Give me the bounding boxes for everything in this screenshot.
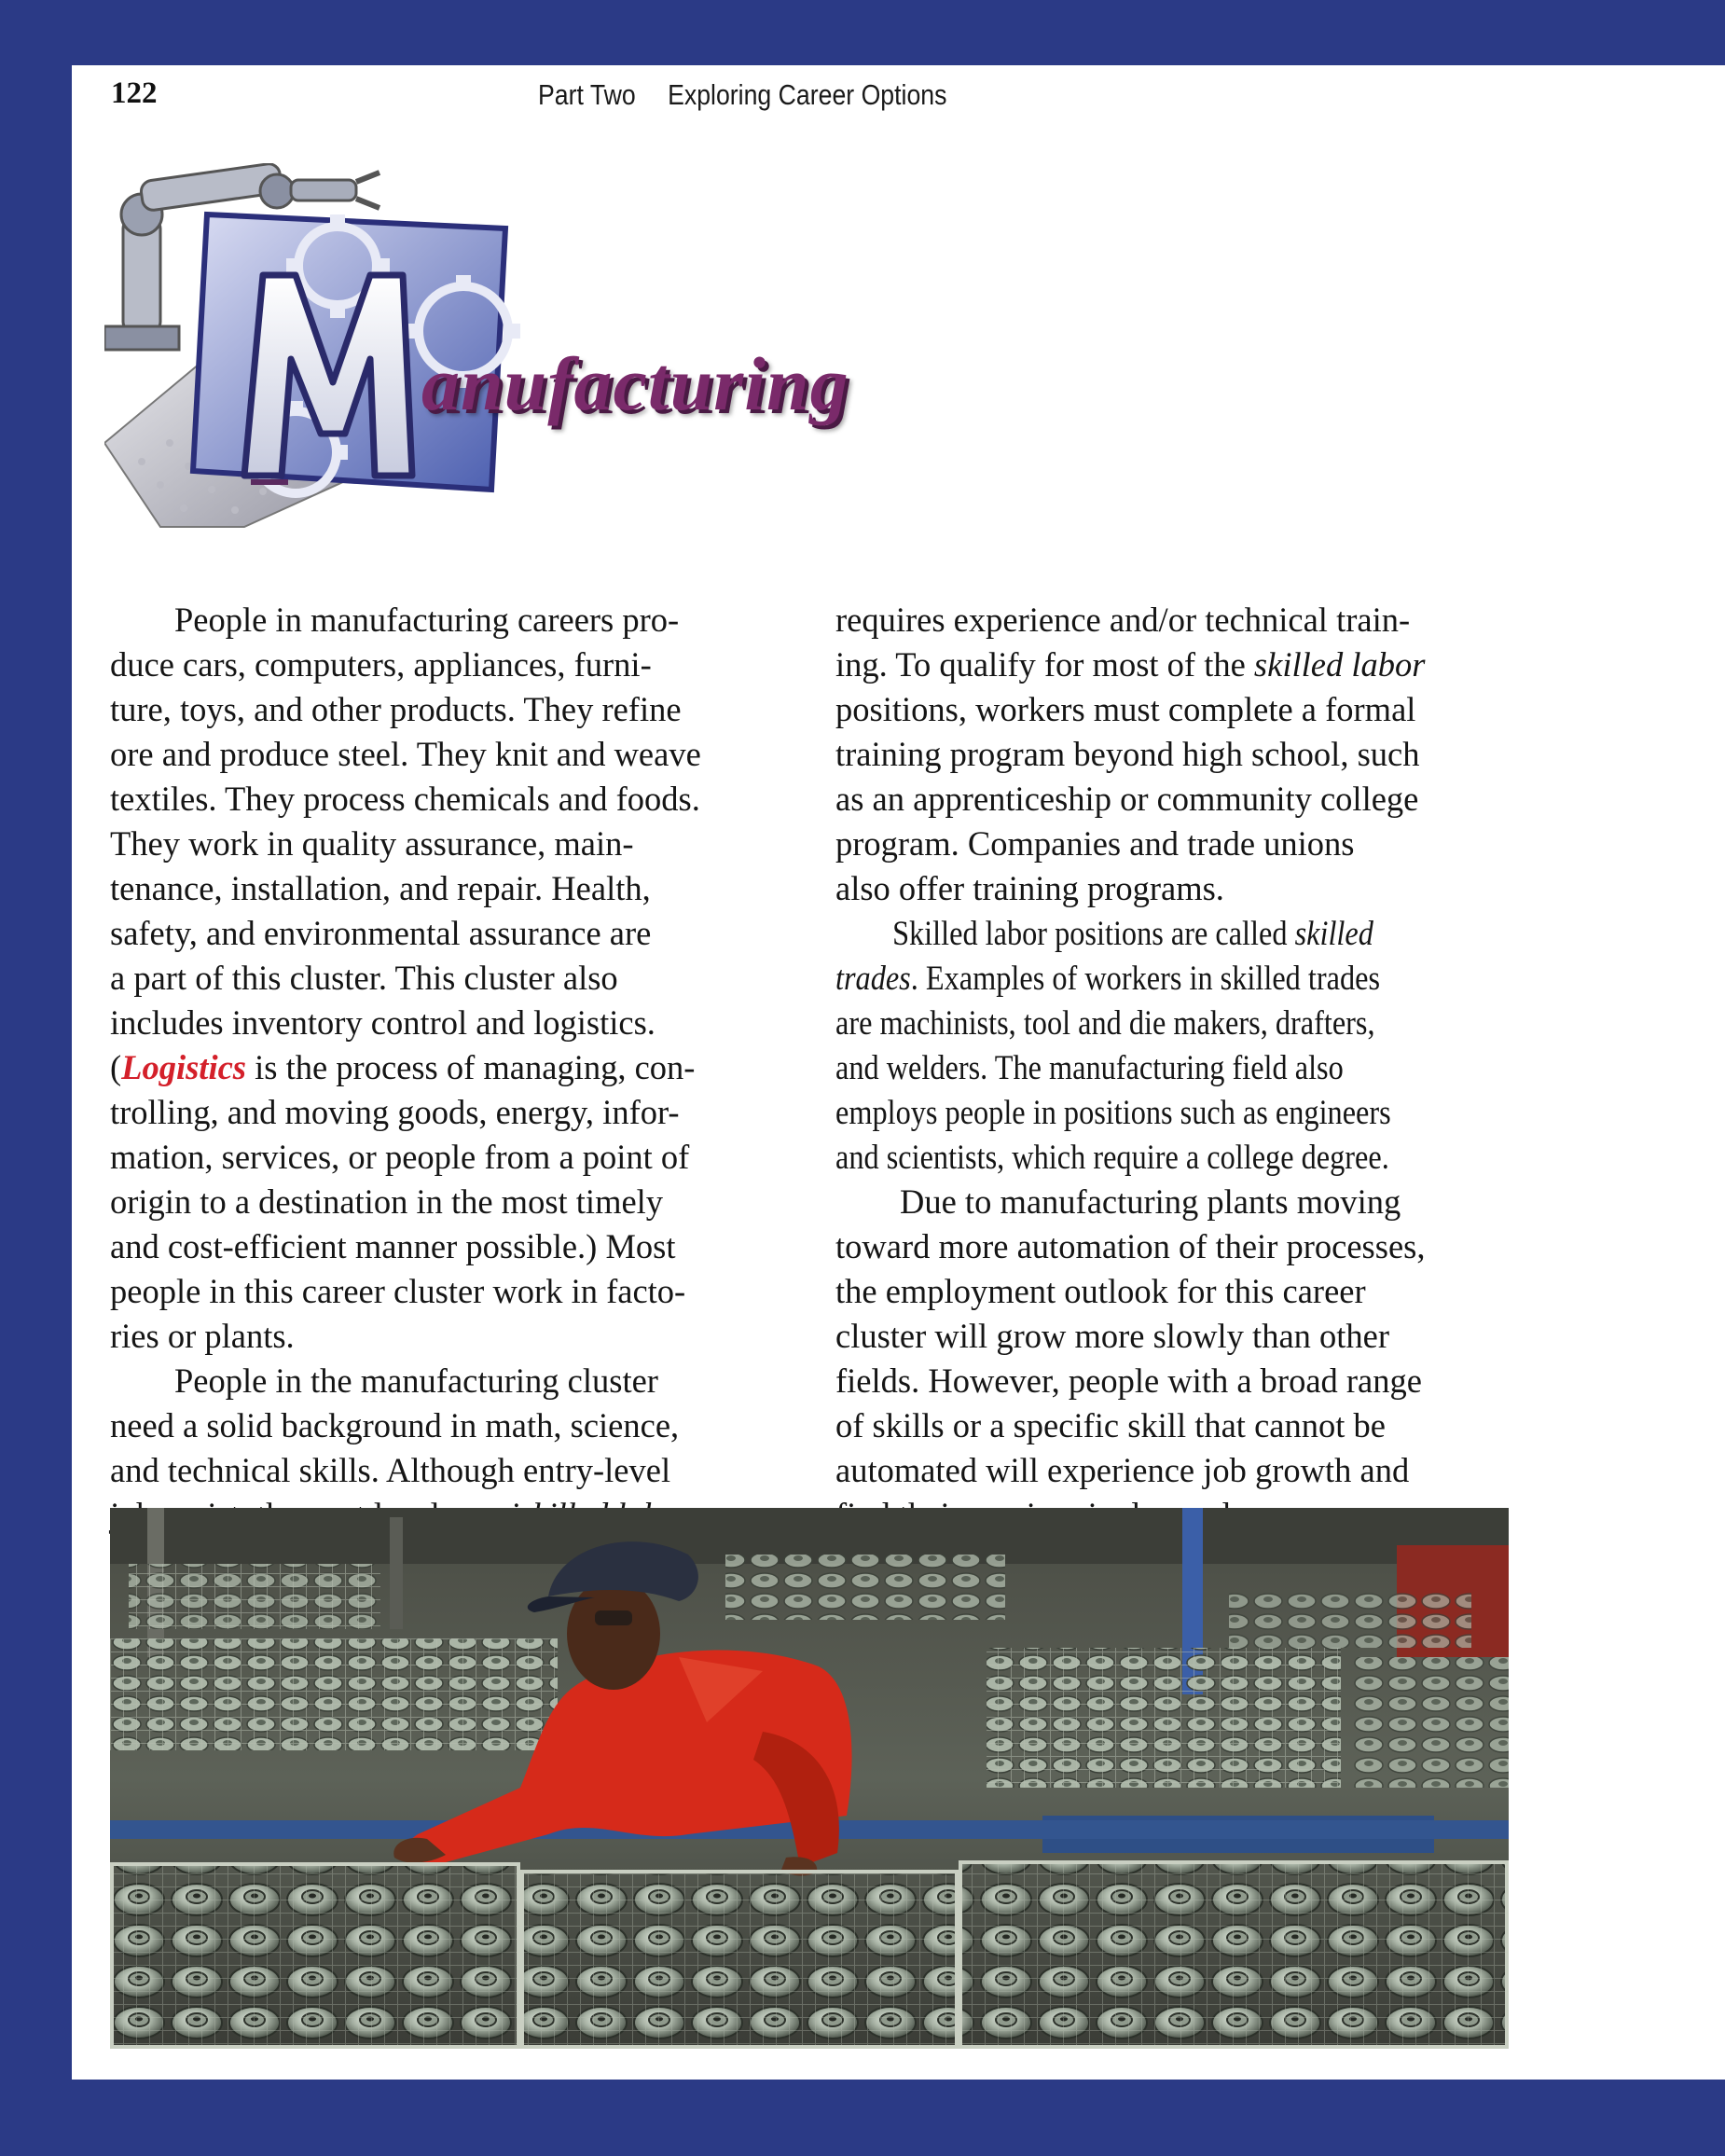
text-line: of skills or a specific skill that cannot be (835, 1406, 1386, 1444)
text-line: ries or plants. (110, 1317, 295, 1355)
text-line: and welders. The manufacturing field also (835, 1048, 1344, 1086)
text-line: and technical skills. Although entry-level (110, 1451, 671, 1489)
text-line: textiles. They process chemicals and foods. (110, 780, 700, 818)
text-line: cluster will grow more slowly than other (835, 1317, 1390, 1355)
text-line: Skilled labor positions are called skilled (892, 914, 1373, 952)
key-term-logistics: Logistics (121, 1048, 246, 1086)
text-line: people in this career cluster work in facto- (110, 1272, 686, 1310)
text-line: trolling, and moving goods, energy, infor- (110, 1093, 680, 1131)
text-line: ture, toys, and other products. They refine (110, 690, 682, 728)
text-line: People in the manufacturing cluster (174, 1361, 658, 1400)
page (72, 65, 1725, 2080)
text-line: as an apprenticeship or community college (835, 780, 1419, 818)
logo-word: anufacturing (421, 341, 849, 426)
text-line: positions, workers must complete a formal (835, 690, 1416, 728)
text-line: safety, and environmental assurance are (110, 914, 652, 952)
text-line: employs people in positions such as engineers (835, 1093, 1391, 1131)
text-line: training program beyond high school, such (835, 735, 1420, 773)
factory-photo-illustration (110, 1508, 1509, 2049)
text-line: ore and produce steel. They knit and weave (110, 735, 701, 773)
running-head (538, 78, 979, 112)
text-line: duce cars, computers, appliances, furni- (110, 645, 652, 684)
text-line: includes inventory control and logistics. (110, 1003, 656, 1042)
text-line: are machinists, tool and die makers, drafters, (835, 1003, 1375, 1042)
text-line: Due to manufacturing plants moving (900, 1182, 1401, 1221)
text-line: origin to a destination in the most timely (110, 1182, 664, 1221)
text-line: and cost-efficient manner possible.) Most (110, 1227, 676, 1265)
left-column (110, 598, 800, 1538)
text-line: fields. However, people with a broad range (835, 1361, 1422, 1400)
text-line: a part of this cluster. This cluster also (110, 959, 618, 997)
text-line: also offer training programs. (835, 869, 1224, 907)
text-line: program. Companies and trade unions (835, 824, 1355, 863)
text-line: mation, services, or people from a point of (110, 1138, 690, 1176)
manufacturing-logo (104, 163, 906, 536)
text-line: ing. To qualify for most of the skilled labor (835, 645, 1426, 684)
text-line: automated will experience job growth and (835, 1451, 1410, 1489)
right-column (835, 598, 1544, 1538)
text-line: (Logistics is the process of managing, con- (110, 1048, 696, 1086)
page-number: 122 (111, 76, 158, 110)
text-line: need a solid background in math, science, (110, 1406, 680, 1444)
text-line: and scientists, which require a college degree. (835, 1138, 1389, 1176)
text-line: They work in quality assurance, main- (110, 824, 634, 863)
text-line: People in manufacturing careers pro- (174, 601, 680, 639)
text-line: the employment outlook for this career (835, 1272, 1366, 1310)
running-head-section: Exploring Career Options (668, 78, 947, 111)
text-line: toward more automation of their processes, (835, 1227, 1426, 1265)
factory-worker-photo (110, 1508, 1509, 2049)
running-head-part: Part Two (538, 78, 636, 111)
text-line: tenance, installation, and repair. Health, (110, 869, 651, 907)
text-line: requires experience and/or technical train- (835, 601, 1411, 639)
text-line: trades. Examples of workers in skilled trades (835, 959, 1381, 997)
